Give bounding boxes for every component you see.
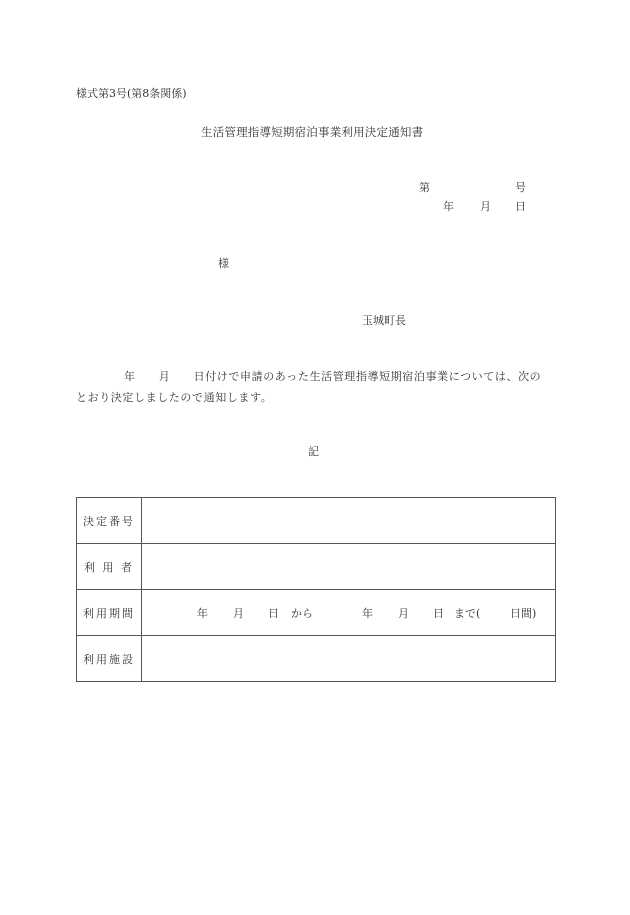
date-day: 日	[515, 200, 526, 213]
period-to-day: 日	[433, 606, 444, 620]
row-label-decision-number: 決定番号	[77, 498, 142, 544]
table-row	[77, 544, 556, 590]
period-from-month: 月	[233, 606, 244, 620]
document-title: 生活管理指導短期宿泊事業利用決定通知書	[201, 125, 424, 139]
sender-name: 玉城町長	[362, 314, 406, 327]
date-year: 年	[443, 200, 454, 213]
facility-value	[142, 636, 556, 682]
period-from-year: 年	[197, 606, 208, 620]
period-to-month: 月	[398, 606, 409, 620]
row-label-period: 利用期間	[77, 590, 142, 636]
row-label-facility: 利用施設	[77, 636, 142, 682]
table-row	[77, 590, 556, 636]
decision-number-value	[142, 498, 556, 544]
period-from-day: 日	[268, 606, 279, 620]
table-row	[77, 636, 556, 682]
row-label-user: 利 用 者	[77, 544, 142, 590]
period-to-label: まで(	[454, 606, 481, 620]
body-paragraph	[76, 366, 556, 408]
form-number: 様式第3号(第8条関係)	[76, 87, 187, 100]
period-from-label: から	[291, 606, 313, 620]
period-days-label: 日間)	[510, 606, 537, 620]
user-value	[142, 544, 556, 590]
period-to-year: 年	[362, 606, 373, 620]
document-number-suffix: 号	[515, 181, 526, 194]
addressee-suffix: 様	[218, 257, 229, 270]
decision-table	[76, 497, 556, 682]
body-line-2: とおり決定しましたので通知します。	[76, 391, 273, 404]
ki-heading: 記	[308, 445, 319, 458]
date-month: 月	[480, 200, 491, 213]
table-row	[77, 498, 556, 544]
period-value	[142, 590, 556, 636]
body-line-1: 年 月 日付けで申請のあった生活管理指導短期宿泊事業については、次の	[124, 370, 542, 383]
document-number-prefix: 第	[419, 181, 430, 194]
